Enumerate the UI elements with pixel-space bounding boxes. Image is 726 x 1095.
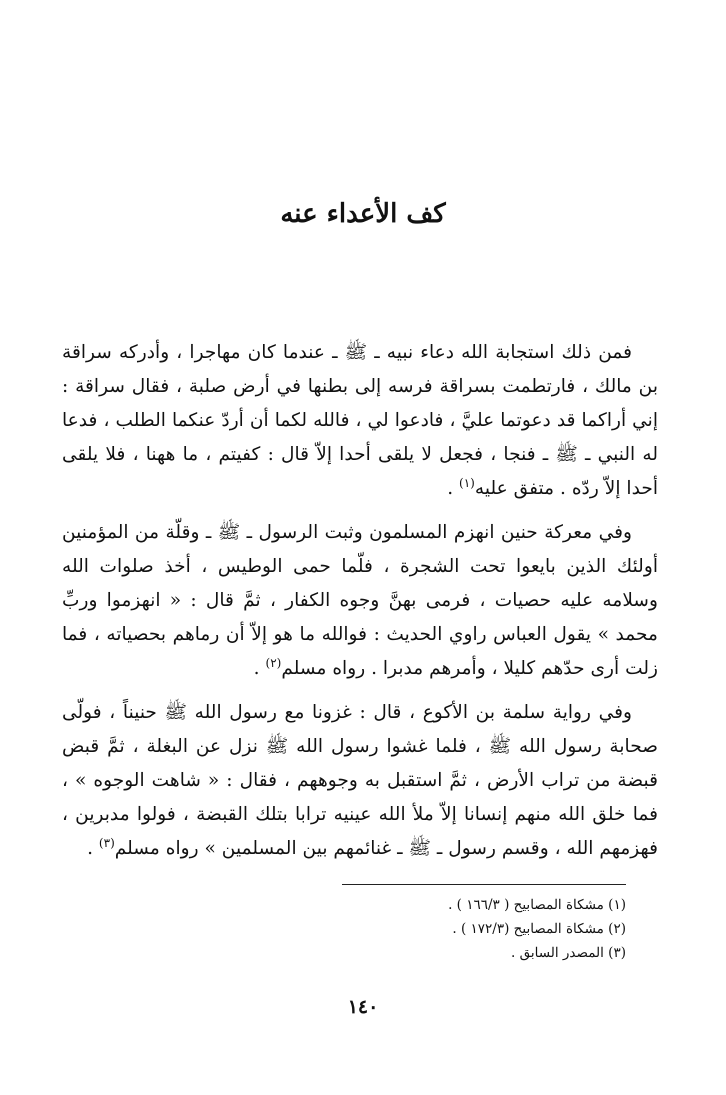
footnote-2: (٢) مشكاة المصابيح (١٧٢/٣ ) . <box>452 921 626 937</box>
footnote-ref-2: (٢) <box>265 655 282 670</box>
paragraph-3 <box>62 696 658 866</box>
body-text <box>62 336 658 866</box>
page-number: ١٤٠ <box>347 996 379 1018</box>
footnote-ref-3: (٣) <box>98 835 115 850</box>
paragraph-2-text: وفي معركة حنين انهزم المسلمون وثبت الرسول ـ ﷺ ـ وقلّة من المؤمنين أولئك الذين بايعوا تحت الشجرة ، فلّما حمى الوطيس ، أخذ صلوات الله وسلامه عليه حصيات ، فرمى بهنَّ وجوه الكفار ، ثمَّ قال : « انهزموا وربِّ محمد » يقول العباس راوي الحديث : فوالله ما هو إلاّ أن رماهم بحصياته ، فما زلت أرى حدّهم كليلا ، وأمرهم مدبرا . رواه مسلم <box>62 522 658 679</box>
chapter-title: كف الأعداء عنه <box>280 199 446 229</box>
footnote-ref-1: (١) <box>459 475 475 490</box>
paragraph-2-tail: . <box>253 658 266 679</box>
footnotes <box>340 893 626 965</box>
paragraph-3-text: وفي رواية سلمة بن الأكوع ، قال : غزونا مع رسول الله ﷺ حنيناً ، فولّى صحابة رسول الله ﷺ ، فلما غشوا رسول الله ﷺ نزل عن البغلة ، ثمَّ قبض قبضة من تراب الأرض ، ثمَّ استقبل به وجوههم ، فقال : « شاهت الوجوه » ، فما خلق الله منهم إنسانا إلاّ ملأ الله عينيه ترابا بتلك القبضة ، فولوا مدبرين ، فهزمهم الله ، وقسم رسول ـ ﷺ ـ غنائمهم بين المسلمين » رواه مسلم <box>62 702 658 859</box>
footnote-1: (١) مشكاة المصابيح ( ١٦٦/٣ ) . <box>448 897 626 913</box>
paragraph-1-text: فمن ذلك استجابة الله دعاء نبيه ـ ﷺ ـ عندما كان مهاجرا ، وأدركه سراقة بن مالك ، فارتطمت بسراقة فرسه إلى بطنها في أرض صلبة ، فقال سراقة : إني أراكما قد دعوتما عليَّ ، فادعوا لي ، فالله لكما أن أردّ عنكما الطلب ، فدعا له النبي ـ ﷺ ـ فنجا ، فجعل لا يلقى أحدا إلاّ قال : كفيتم ، ما ههنا ، فلا يلقى أحدا إلاّ ردّه . متفق عليه <box>62 342 658 499</box>
footnote-3: (٣) المصدر السابق . <box>511 945 626 961</box>
paragraph-3-tail: . <box>87 838 99 859</box>
paragraph-1 <box>62 336 658 506</box>
paragraph-2 <box>62 516 658 686</box>
footnote-divider <box>342 884 626 885</box>
paragraph-1-tail: . <box>447 478 460 499</box>
